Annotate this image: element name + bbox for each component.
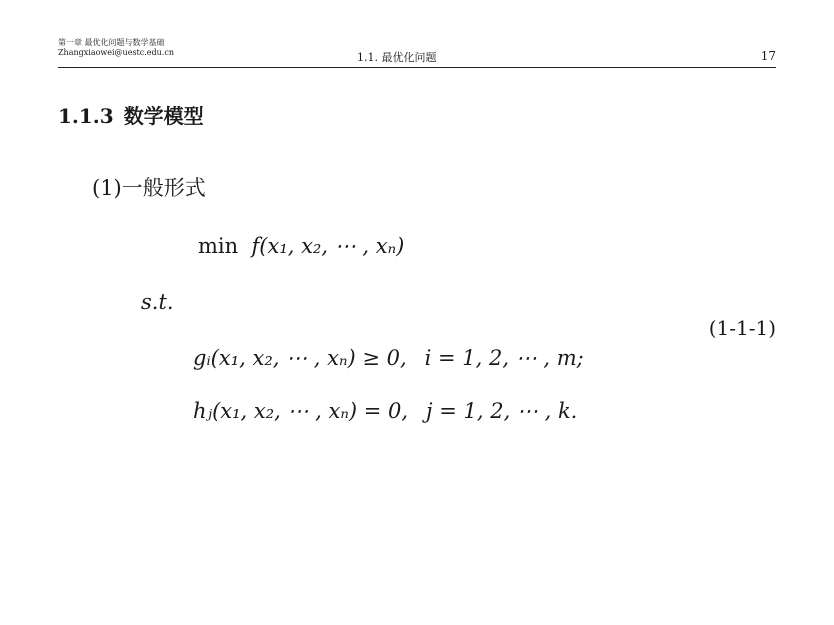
min-operator: min: [198, 234, 239, 258]
header-rule: [58, 67, 776, 68]
subsection-heading: (1)一般形式: [92, 176, 206, 200]
author-email: Zhangxiaowei@uestc.edu.cn: [58, 48, 174, 57]
equality-index: j = 1, 2, ⋯ , k.: [426, 399, 578, 423]
equality-constraint: [193, 399, 577, 423]
inequality-expression: gᵢ(x₁, x₂, ⋯ , xₙ) ≥ 0,: [193, 346, 407, 370]
subject-to-label: s.t.: [141, 290, 174, 314]
chapter-title: 第一章 最优化问题与数学基础: [58, 38, 165, 47]
equation-number: (1-1-1): [708, 316, 776, 340]
section-number: 1.1.3: [58, 104, 114, 128]
running-header-left: [58, 38, 174, 58]
objective-function: f(x₁, x₂, ⋯ , xₙ): [251, 234, 405, 258]
inequality-constraint: [193, 346, 584, 370]
page-number: 17: [760, 49, 776, 63]
section-title: 数学模型: [123, 104, 204, 128]
inequality-index: i = 1, 2, ⋯ , m;: [424, 346, 584, 370]
equality-expression: hⱼ(x₁, x₂, ⋯ , xₙ) = 0,: [193, 399, 409, 423]
section-heading: [58, 100, 204, 129]
running-header-section: 1.1. 最优化问题: [357, 51, 437, 64]
objective-line: [198, 234, 404, 258]
